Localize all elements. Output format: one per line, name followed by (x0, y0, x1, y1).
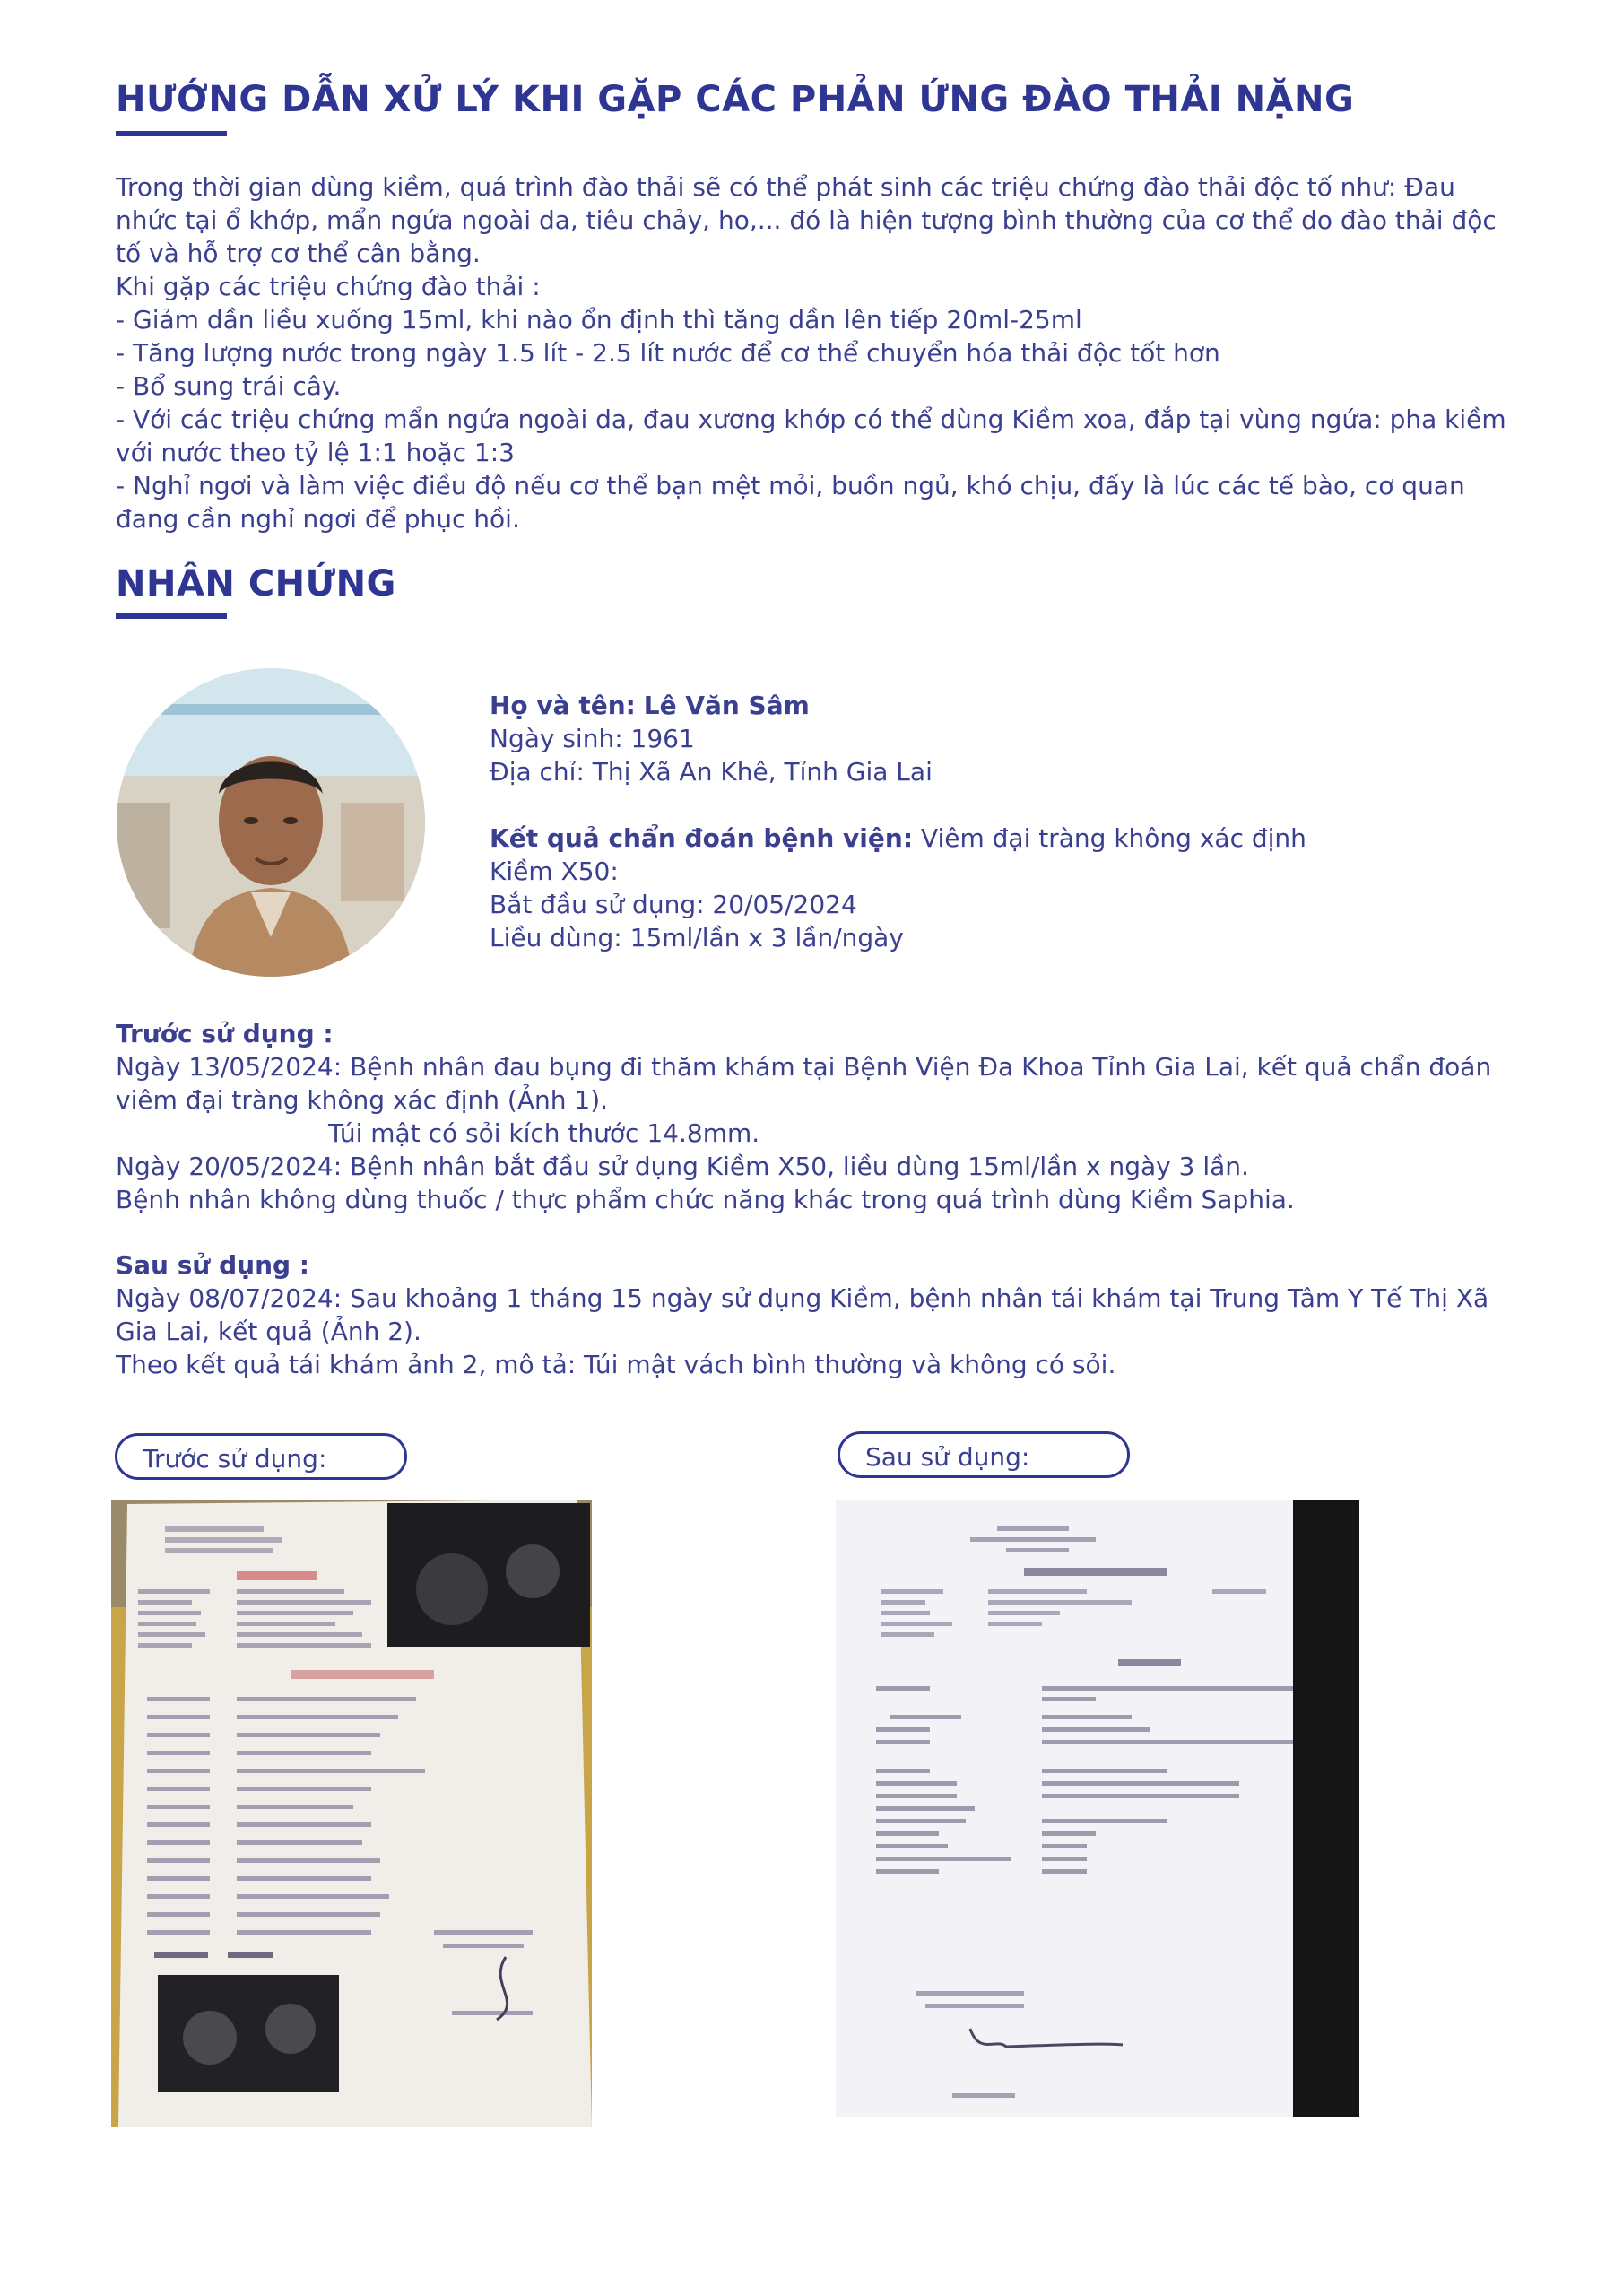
patient-diagnosis-line (490, 822, 1521, 855)
diagnosis-value: Viêm đại tràng không xác định (920, 823, 1306, 853)
guide-line: - Nghỉ ngơi và làm việc điều độ nếu cơ thể bạn mệt mỏi, buồn ngủ, khó chịu, đấy là lúc các tế bào, cơ quan đang cần nghỉ ngơi để phục hồi. (116, 471, 1465, 534)
guide-heading-underline (116, 131, 227, 136)
guide-body (116, 170, 1515, 535)
patient-photo (117, 668, 425, 977)
after-photo-label: Sau sử dụng: (838, 1431, 1130, 1478)
patient-info (490, 689, 1521, 954)
product-name: Kiềm X50: (490, 857, 619, 886)
before-ultrasound-photo (111, 1500, 592, 2127)
before-usage-block (116, 1017, 1515, 1216)
diagnosis-label: Kết quả chẩn đoán bệnh viện: (490, 823, 914, 853)
after-line: Theo kết quả tái khám ảnh 2, mô tả: Túi mật vách bình thường và không có sỏi. (116, 1350, 1116, 1379)
before-report-image (111, 1500, 592, 2127)
before-label: Trước sử dụng : (116, 1019, 334, 1048)
guide-intro: Trong thời gian dùng kiềm, quá trình đào thải sẽ có thể phát sinh các triệu chứng đào thải độc tố như: Đau nhức tại ổ khớp, mẩn ngứa ngoài da, tiêu chảy, ho,... đó là hiện tượng bình thường của cơ thể do đào thải độc tố và hỗ trợ cơ thể cân bằng. (116, 172, 1497, 268)
start-date: Bắt đầu sử dụng: 20/05/2024 (490, 890, 857, 919)
guide-line: - Giảm dần liều xuống 15ml, khi nào ổn định thì tăng dần lên tiếp 20ml-25ml (116, 305, 1082, 335)
before-photo-label: Trước sử dụng: (115, 1433, 407, 1480)
before-line: Ngày 13/05/2024: Bệnh nhân đau bụng đi thăm khám tại Bệnh Viện Đa Khoa Tỉnh Gia Lai, kết quả chẩn đoán viêm đại tràng không xác định (Ảnh 1). (116, 1052, 1492, 1115)
testimonial-heading-underline (116, 613, 227, 619)
before-line: Túi mật có sỏi kích thước 14.8mm. (328, 1118, 760, 1148)
patient-avatar (117, 668, 425, 977)
guide-line: - Với các triệu chứng mẩn ngứa ngoài da, đau xương khớp có thể dùng Kiềm xoa, đắp tại vùng ngứa: pha kiềm với nước theo tỷ lệ 1:1 hoặc 1:3 (116, 404, 1506, 467)
patient-dob: Ngày sinh: 1961 (490, 724, 695, 753)
patient-name-line (490, 689, 1521, 722)
after-label: Sau sử dụng : (116, 1250, 309, 1280)
guide-heading: HƯỚNG DẪN XỬ LÝ KHI GẶP CÁC PHẢN ỨNG ĐÀO THẢI NẶNG (116, 79, 1355, 120)
testimonial-heading: NHÂN CHỨNG (116, 563, 396, 604)
after-line: Ngày 08/07/2024: Sau khoảng 1 tháng 15 ngày sử dụng Kiềm, bệnh nhân tái khám tại Trung Tâm Y Tế Thị Xã Gia Lai, kết quả (Ảnh 2). (116, 1283, 1489, 1346)
after-usage-block (116, 1248, 1515, 1381)
before-line: Ngày 20/05/2024: Bệnh nhân bắt đầu sử dụng Kiềm X50, liều dùng 15ml/lần x ngày 3 lần. (116, 1152, 1249, 1181)
before-line: Bệnh nhân không dùng thuốc / thực phẩm chức năng khác trong quá trình dùng Kiềm Saphia. (116, 1185, 1295, 1214)
after-report-image (836, 1500, 1359, 2117)
dosage: Liều dùng: 15ml/lần x 3 lần/ngày (490, 923, 904, 952)
patient-name-label: Họ và tên: (490, 691, 636, 720)
guide-line: - Bổ sung trái cây. (116, 371, 342, 401)
guide-line: - Tăng lượng nước trong ngày 1.5 lít - 2.5 lít nước để cơ thể chuyển hóa thải độc tốt hơn (116, 338, 1220, 368)
guide-line: Khi gặp các triệu chứng đào thải : (116, 272, 541, 301)
after-ultrasound-photo (836, 1500, 1359, 2117)
patient-address: Địa chỉ: Thị Xã An Khê, Tỉnh Gia Lai (490, 757, 933, 787)
patient-name: Lê Văn Sâm (643, 691, 810, 720)
